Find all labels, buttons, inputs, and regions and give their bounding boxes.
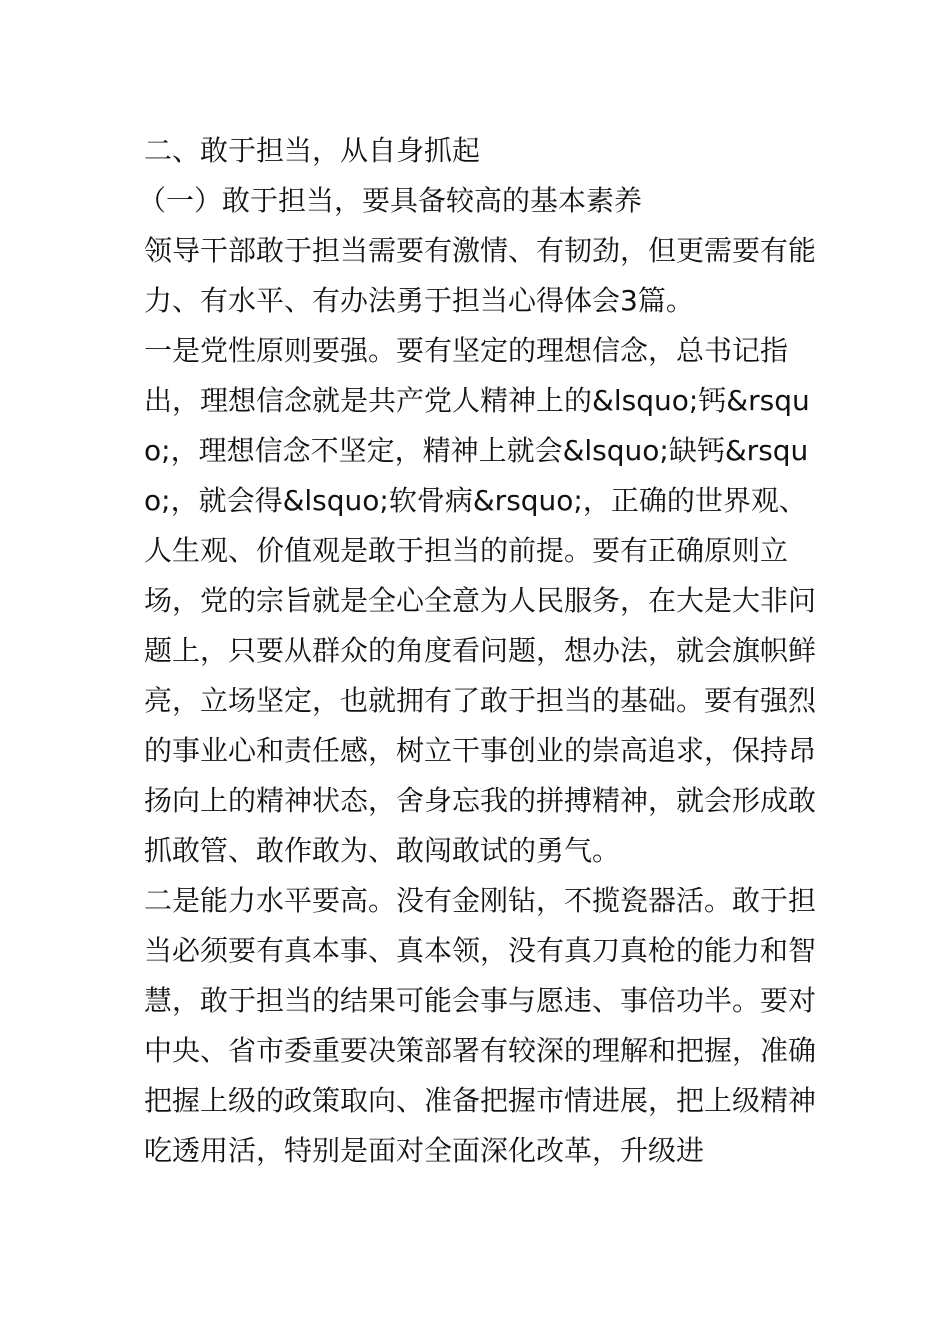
paragraph-party-principle: 一是党性原则要强。要有坚定的理想信念，总书记指出，理想信念就是共产党人精神上的&lsquo;钙&rsquo;，理想信念不坚定，精神上就会&lsquo;缺钙&rsquo;，就会得&lsquo;软骨病&rsquo;，正确的世界观、人生观、价值观是敢于担当的前提。要有正确原则立场，党的宗旨就是全心全意为人民服务，在大是大非问题上，只要从群众的角度看问题，想办法，就会旗帜鲜亮，立场坚定，也就拥有了敢于担当的基础。要有强烈的事业心和责任感，树立干事创业的崇高追求，保持昂扬向上的精神状态，舍身忘我的拼搏精神，就会形成敢抓敢管、敢作敢为、敢闯敢试的勇气。 (144, 334, 817, 867)
section-heading: 二、敢于担当，从自身抓起 (144, 134, 481, 167)
paragraph-intro: 领导干部敢于担当需要有激情、有韧劲，但更需要有能力、有水平、有办法勇于担当心得体会3篇。 (144, 234, 817, 317)
paragraph-ability-level: 二是能力水平要高。没有金刚钻，不揽瓷器活。敢于担当必须要有真本事、真本领，没有真刀真枪的能力和智慧，敢于担当的结果可能会事与愿违、事倍功半。要对中央、省市委重要决策部署有较深的理解和把握，准确把握上级的政策取向、准备把握市情进展，把上级精神吃透用活，特别是面对全面深化改革，升级进 (144, 884, 817, 1167)
subsection-heading: （一）敢于担当，要具备较高的基本素养 (138, 184, 643, 217)
document-body (138, 126, 824, 1176)
